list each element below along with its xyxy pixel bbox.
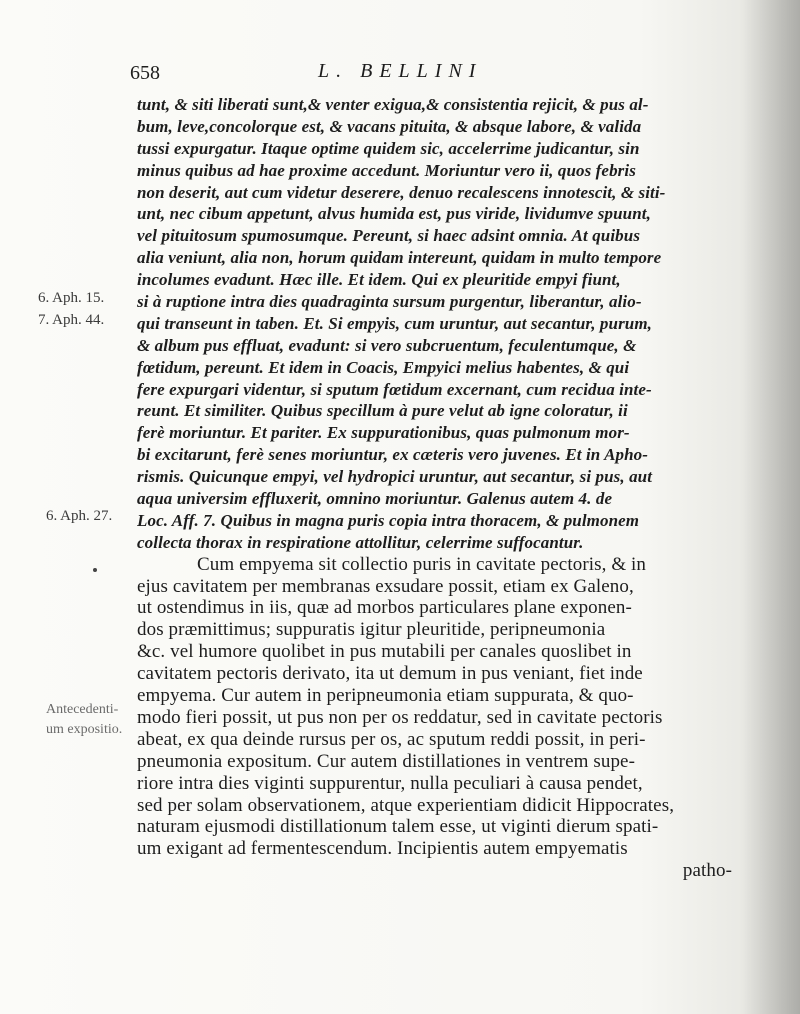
text-line: sed per solam observationem, atque experientiam didicit Hippocrates, <box>137 794 675 816</box>
text-line: abeat, ex qua deinde rursus per os, ac sputum reddi possit, in peri- <box>137 728 646 750</box>
text-line: cavitatem pectoris derivato, ita ut demum in pus veniant, fiet inde <box>137 663 643 685</box>
text-line: non deserit, aut cum videtur deserere, denuo recalescens innotescit, & siti- <box>137 182 666 202</box>
text-line: ferè moriuntur. Et pariter. Ex suppurationibus, quas pulmonum mor- <box>137 423 630 443</box>
text-line: riore intra dies viginti suppurentur, nulla peculiari à causa pendet, <box>137 772 643 794</box>
text-line: pneumonia expositum. Cur autem distillationes in ventrem supe- <box>137 750 636 772</box>
text-line: fere expurgari videntur, si sputum fœtidum excernant, cum recidua inte- <box>137 379 652 399</box>
text-line: ejus cavitatem per membranas exsudare possit, etiam ex Galeno, <box>137 575 634 597</box>
margin-note-aphorism: 7. Aph. 44. <box>38 312 105 328</box>
ink-dot <box>93 568 97 572</box>
text-line: fœtidum, pereunt. Et idem in Coacis, Empyici melius habentes, & qui <box>137 357 630 377</box>
text-line: alia veniunt, alia non, horum quidam intereunt, quidam in multo tempore <box>137 248 662 268</box>
margin-note-aphorism: 6. Aph. 15. <box>38 290 105 306</box>
text-line: & album pus effluat, evadunt: si vero subcruentum, feculentumque, & <box>137 335 637 355</box>
main-text <box>137 94 737 882</box>
page-header <box>130 60 730 86</box>
text-line: aqua universim effluxerit, omnino moriuntur. Galenus autem 4. de <box>137 489 613 509</box>
text-line: &c. vel humore quolibet in pus mutabili per canales quoslibet in <box>137 641 632 663</box>
text-line: bi excitarunt, ferè senes moriuntur, ex cæteris vero juvenes. Et in Apho- <box>137 445 649 465</box>
text-line: naturam ejusmodi distillationum talem esse, ut viginti dierum spati- <box>137 816 659 838</box>
page-number: 658 <box>130 62 160 84</box>
text-line: dos præmittimus; suppuratis igitur pleuritide, peripneumonia <box>137 619 606 641</box>
margin-note-sidenote: um expositio. <box>46 722 123 737</box>
text-line: Loc. Aff. 7. Quibus in magna puris copia intra thoracem, & pulmonem <box>137 510 640 530</box>
text-line: empyema. Cur autem in peripneumonia etiam suppurata, & quo- <box>137 685 634 707</box>
text-line: unt, nec cibum appetunt, alvus humida est, pus viride, lividumve spuunt, <box>137 204 651 224</box>
text-line: si à ruptione intra dies quadraginta sursum purgentur, liberantur, alio- <box>137 292 642 312</box>
text-line: incolumes evadunt. Hæc ille. Et idem. Qui ex pleuritide empyi fiunt, <box>137 270 621 290</box>
text-line: vel pituitosum spumosumque. Pereunt, si haec adsint omnia. At quibus <box>137 226 641 246</box>
text-line: bum, leve,concolorque est, & vacans pituita, & absque labore, & valida <box>137 116 642 136</box>
text-line: tunt, & siti liberati sunt,& venter exigua,& consistentia rejicit, & pus al- <box>137 95 649 114</box>
margin-note-sidenote: Antecedenti- <box>46 702 119 717</box>
text-line: minus quibus ad hae proxime accedunt. Moriuntur vero ii, quos febris <box>137 160 636 180</box>
text-line: collecta thorax in respiratione attollitur, celerrime suffocantur. <box>137 532 584 552</box>
text-line: modo fieri possit, ut pus non per os reddatur, sed in cavitate pectoris <box>137 706 663 728</box>
text-line: um exigant ad fermentescendum. Incipientis autem empyematis <box>137 838 628 860</box>
catchword: patho- <box>682 860 732 882</box>
text-line: reunt. Et similiter. Quibus specillum à pure velut ab igne coloratur, ii <box>137 401 628 421</box>
paragraph-start-line: Cum empyema sit collectio puris in cavitate pectoris, & in <box>197 553 647 575</box>
page-gutter-shadow <box>740 0 800 1014</box>
text-line: ut ostendimus in iis, quæ ad morbos particulares plane exponen- <box>137 597 632 619</box>
text-line: rismis. Quicunque empyi, vel hydropici uruntur, aut secantur, si pus, aut <box>137 467 653 487</box>
margin-note-aphorism: 6. Aph. 27. <box>46 508 113 524</box>
text-line: tussi expurgatur. Itaque optime quidem sic, accelerrime judicantur, sin <box>137 138 640 158</box>
text-line: qui transeunt in taben. Et. Si empyis, cum uruntur, aut secantur, purum, <box>137 313 653 333</box>
running-head: L. BELLINI <box>318 60 483 82</box>
